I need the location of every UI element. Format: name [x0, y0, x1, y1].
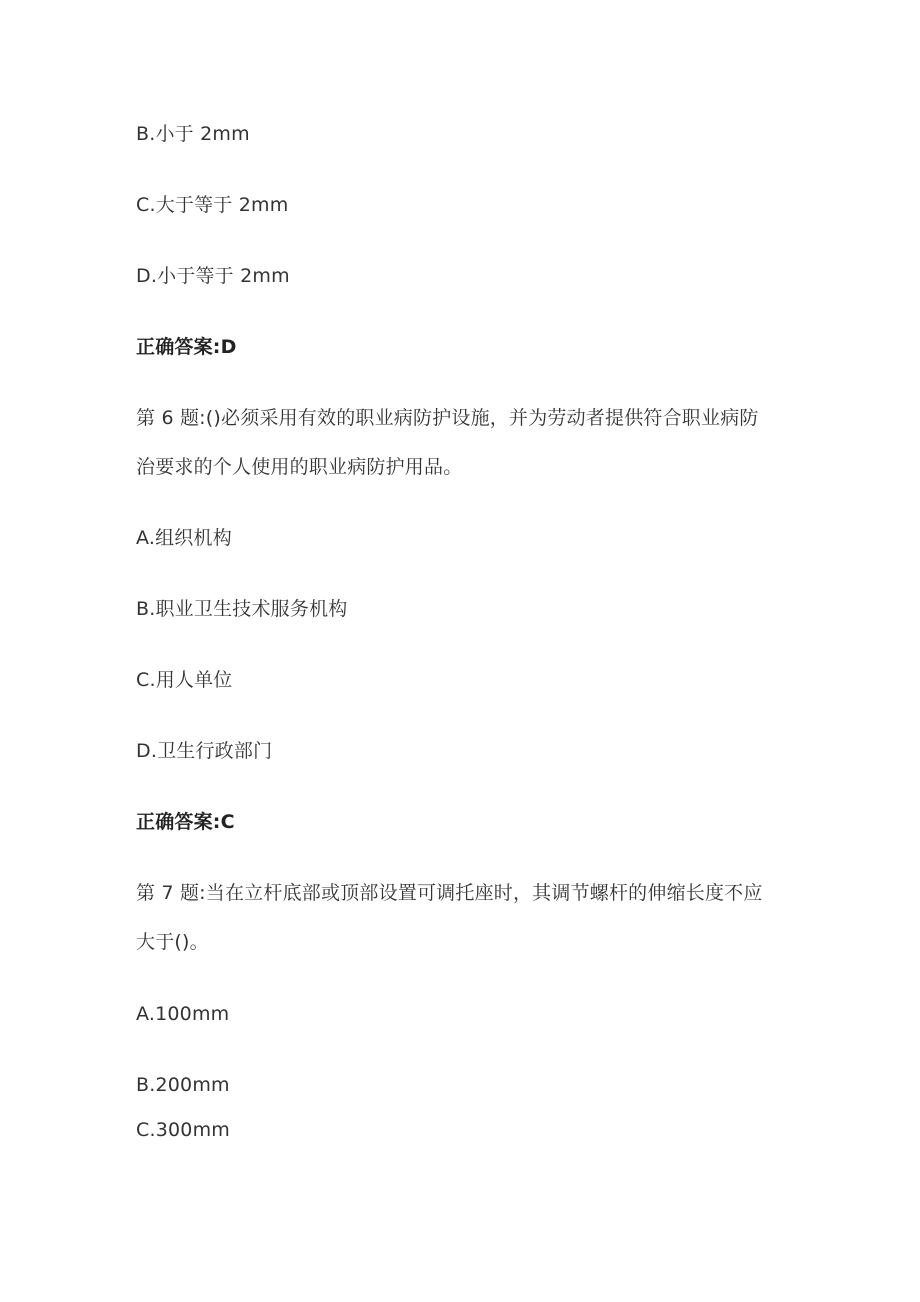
option-b-prev-question: B.小于 2mm	[136, 123, 250, 145]
question-7-text-line-1: 第 7 题:当在立杆底部或顶部设置可调托座时，其调节螺杆的伸缩长度不应	[136, 882, 763, 904]
question-6-option-b: B.职业卫生技术服务机构	[136, 598, 348, 620]
question-6-text-line-1: 第 6 题:()必须采用有效的职业病防护设施，并为劳动者提供符合职业病防	[136, 407, 759, 429]
answer-prev-question: 正确答案:D	[136, 336, 237, 358]
question-6-text-line-2: 治要求的个人使用的职业病防护用品。	[136, 456, 463, 478]
option-d-prev-question: D.小于等于 2mm	[136, 265, 290, 287]
question-6-answer: 正确答案:C	[136, 811, 235, 833]
option-c-prev-question: C.大于等于 2mm	[136, 194, 289, 216]
question-7-option-c: C.300mm	[136, 1119, 230, 1141]
question-7-text-line-2: 大于()。	[136, 931, 209, 953]
question-7-option-a: A.100mm	[136, 1003, 230, 1025]
question-6-option-c: C.用人单位	[136, 669, 233, 691]
question-6-option-d: D.卫生行政部门	[136, 740, 273, 762]
question-7-option-b: B.200mm	[136, 1074, 230, 1096]
question-6-option-a: A.组织机构	[136, 527, 232, 549]
